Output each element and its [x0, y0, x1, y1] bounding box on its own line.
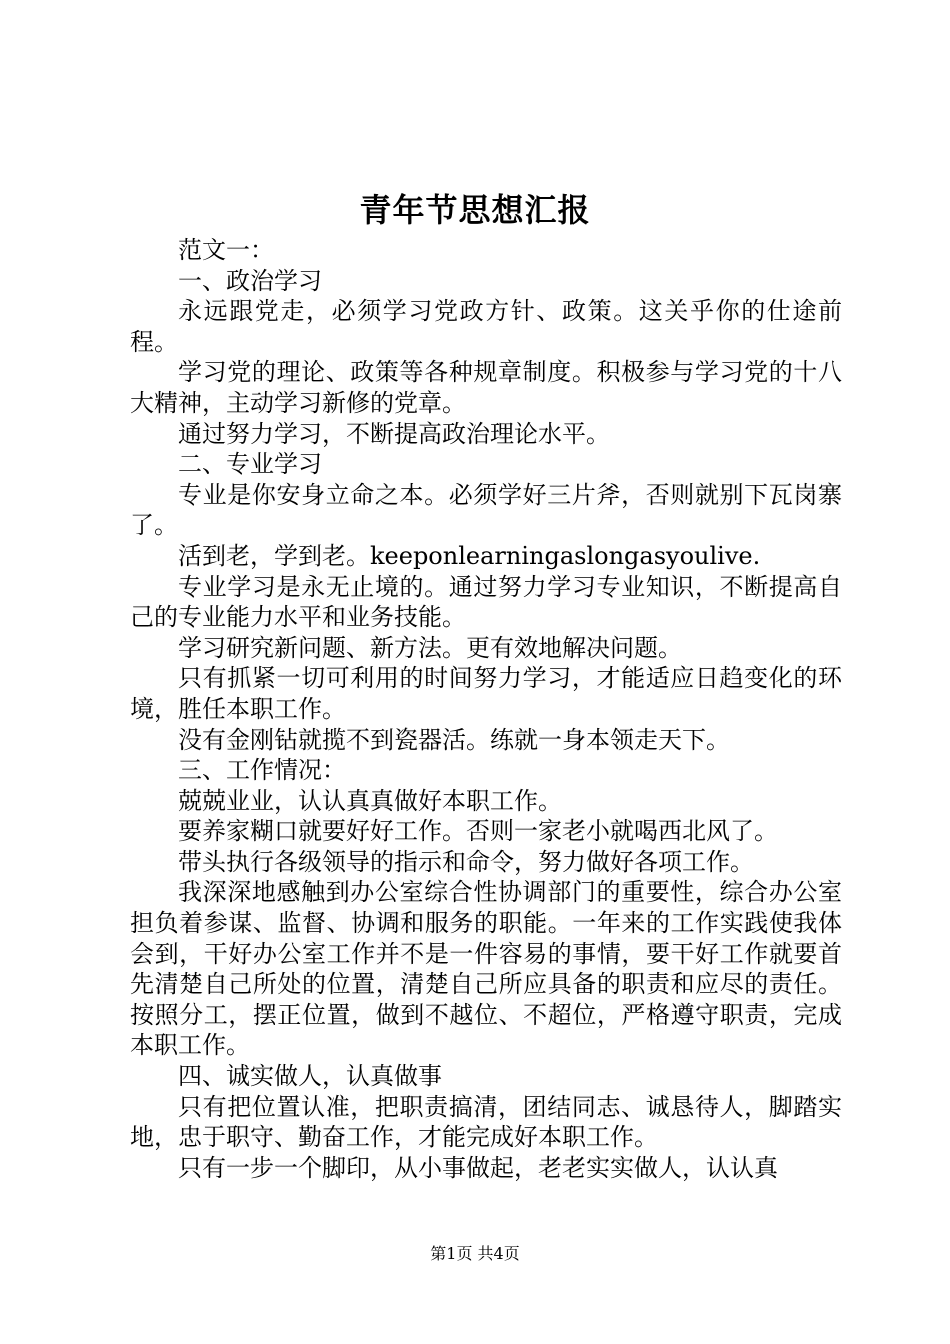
document-body: [130, 235, 842, 1183]
paragraph: 只有把位置认准，把职责搞清，团结同志、诚恳待人，脚踏实地，忠于职守、勤奋工作，才能完成好本职工作。: [130, 1092, 842, 1152]
page-number: 第1页 共4页: [430, 1244, 520, 1263]
paragraph: 永远跟党走，必须学习党政方针、政策。这关乎你的仕途前程。: [130, 297, 842, 356]
paragraph: 带头执行各级领导的指示和命令，努力做好各项工作。: [178, 847, 754, 876]
paragraph: 只有一步一个脚印，从小事做起，老老实实做人，认认真: [178, 1153, 778, 1182]
paragraph: 专业是你安身立命之本。必须学好三片斧，否则就别下瓦岗寨了。: [130, 480, 842, 540]
paragraph: 学习党的理论、政策等各种规章制度。积极参与学习党的十八大精神，主动学习新修的党章。: [130, 358, 842, 417]
paragraph: 要养家糊口就要好好工作。否则一家老小就喝西北风了。: [178, 817, 778, 846]
section-heading: 三、工作情况：: [178, 756, 346, 785]
paragraph: 范文一：: [178, 236, 274, 264]
paragraph: 活到老，学到老。keeponlearningaslongasyoulive.: [178, 541, 761, 570]
paragraph: 学习研究新问题、新方法。更有效地解决问题。: [178, 633, 682, 662]
section-heading: 一、政治学习: [178, 266, 322, 295]
section-heading: 四、诚实做人，认真做事: [178, 1062, 442, 1091]
paragraph: 我深深地感触到办公室综合性协调部门的重要性，综合办公室担负着参谋、监督、协调和服务的职能。一年来的工作实践使我体会到，干好办公室工作并不是一件容易的事情，要干好工作就要首先清楚自己所处的位置，清楚自己所应具备的职责和应尽的责任。按照分工，摆正位置，做到不越位、不超位，严格遵守职责，完成本职工作。: [130, 878, 842, 1060]
paragraph: 专业学习是永无止境的。通过努力学习专业知识，不断提高自己的专业能力水平和业务技能。: [130, 572, 842, 632]
document-title: 青年节思想汇报: [359, 191, 591, 229]
paragraph: 只有抓紧一切可利用的时间努力学习，才能适应日趋变化的环境，胜任本职工作。: [130, 664, 842, 723]
paragraph: 通过努力学习，不断提高政治理论水平。: [178, 419, 610, 448]
section-heading: 二、专业学习: [178, 450, 322, 479]
paragraph: 兢兢业业，认认真真做好本职工作。: [178, 786, 562, 815]
paragraph: 没有金刚钻就揽不到瓷器活。练就一身本领走天下。: [178, 725, 730, 754]
